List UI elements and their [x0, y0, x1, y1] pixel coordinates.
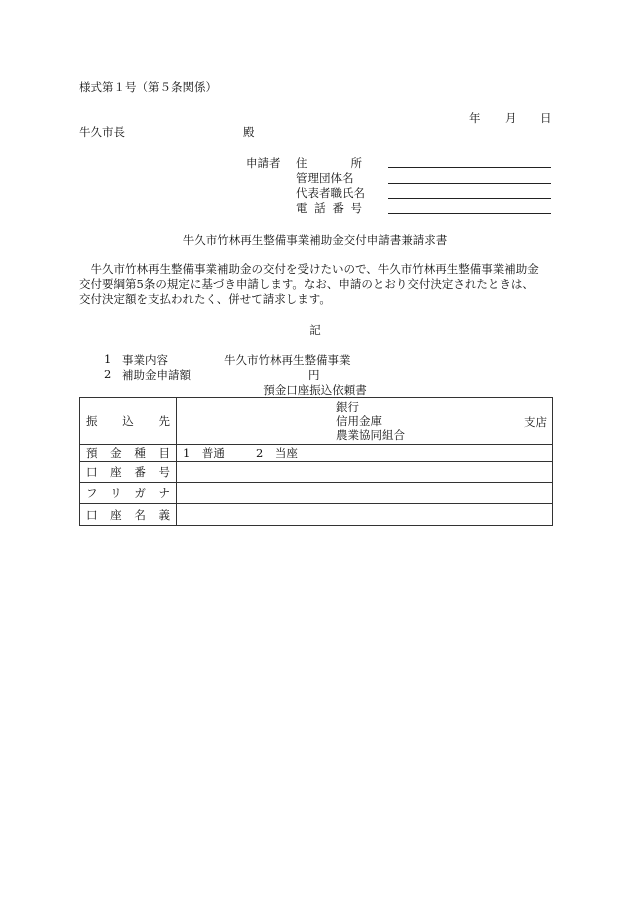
addressee-honorific: 殿 — [243, 125, 255, 139]
body-paragraph — [79, 262, 557, 307]
item-2-num: 2 — [104, 367, 112, 381]
bank-account-name-field[interactable] — [177, 504, 553, 526]
bank-furigana-label: フ リ ガ ナ — [80, 483, 177, 504]
bank-account-number-label: 口 座 番 号 — [80, 462, 177, 483]
applicant-rep-line — [388, 198, 551, 199]
bank-form-title: 預金口座振込依頼書 — [263, 383, 367, 397]
date-day: 日 — [540, 111, 552, 125]
applicant-address-line — [388, 167, 551, 168]
form-number: 様式第１号（第５条関係） — [79, 80, 217, 94]
bank-account-number-field[interactable] — [177, 462, 553, 483]
applicant-phone-line — [388, 213, 551, 214]
applicant-address-label: 住 所 — [296, 156, 362, 170]
body-line-2: 交付要綱第5条の規定に基づき申請します。なお、申請のとおり交付決定されたときは、 — [79, 277, 534, 291]
applicant-phone-label: 電 話 番 号 — [296, 201, 362, 215]
bank-deposit-type-label: 預 金 種 目 — [80, 445, 177, 462]
body-line-1: 牛久市竹林再生整備事業補助金の交付を受けたいので、牛久市竹林再生整備事業補助金 — [79, 262, 539, 276]
date-month: 月 — [505, 111, 517, 125]
item-1-value: 牛久市竹林再生整備事業 — [224, 353, 351, 367]
bank-furigana-row — [80, 483, 553, 504]
body-line-3: 交付決定額を支払われたく、併せて請求します。 — [79, 292, 331, 306]
bank-destination-row — [80, 398, 553, 445]
bank-branch-label: 支店 — [524, 415, 547, 429]
applicant-rep-label: 代表者職氏名 — [296, 186, 365, 200]
addressee-name: 牛久市長 — [79, 125, 125, 139]
applicant-org-label: 管理団体名 — [296, 171, 354, 185]
bank-furigana-field[interactable] — [177, 483, 553, 504]
bank-destination-cell[interactable] — [177, 398, 553, 445]
ki-marker: 記 — [309, 323, 321, 337]
item-2-label: 補助金申請額 — [122, 368, 191, 382]
item-2-value: 円 — [308, 368, 320, 382]
bank-deposit-type-cell[interactable] — [177, 445, 553, 462]
bank-account-name-row — [80, 504, 553, 526]
date-year: 年 — [469, 111, 481, 125]
bank-institution-shinkin: 信用金庫 — [336, 414, 382, 428]
bank-institution-ja: 農業協同組合 — [336, 428, 405, 442]
deposit-option-ordinary[interactable]: 1 普通 — [183, 446, 225, 460]
bank-deposit-type-row — [80, 445, 553, 462]
bank-form-table — [79, 397, 553, 526]
bank-destination-label: 振 込 先 — [80, 398, 177, 445]
bank-account-name-label: 口 座 名 義 — [80, 504, 177, 526]
document-title: 牛久市竹林再生整備事業補助金交付申請書兼請求書 — [182, 233, 448, 247]
item-1-label: 事業内容 — [122, 353, 168, 367]
bank-account-number-row — [80, 462, 553, 483]
bank-institution-bank: 銀行 — [336, 400, 359, 414]
applicant-org-line — [388, 183, 551, 184]
item-1-num: 1 — [104, 352, 112, 366]
deposit-option-current[interactable]: 2 当座 — [256, 446, 298, 460]
applicant-label: 申請者 — [246, 156, 281, 170]
